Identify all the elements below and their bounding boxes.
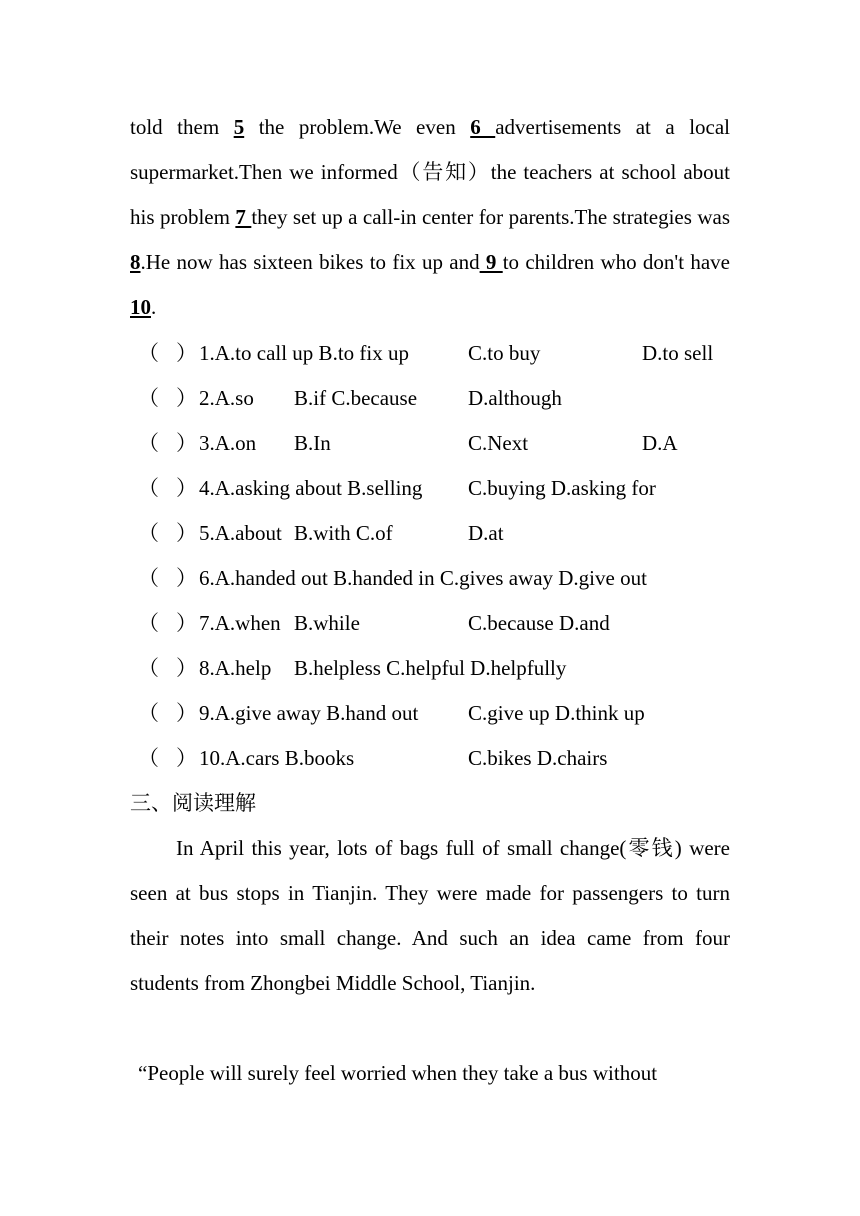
option-col-3: C.Next: [468, 431, 529, 455]
option-col-1: 7.A.when: [199, 611, 281, 635]
option-row: [138, 421, 738, 466]
option-col-1: 8.A.help: [199, 656, 272, 680]
option-col-1: 3.A.on: [199, 431, 257, 455]
section-heading: 三、阅读理解: [130, 791, 256, 815]
option-col-1: 9.A.give away B.hand out: [199, 701, 419, 725]
answer-paren-open: （: [138, 476, 159, 500]
option-col-3: C.to buy: [468, 341, 541, 365]
blank-6: 6: [470, 115, 496, 139]
option-col-2: B.In: [294, 431, 331, 455]
option-row: [138, 376, 738, 421]
option-col-2: B.if C.because: [294, 386, 418, 410]
reading-paragraph: In April this year, lots of bags full of small change(零钱) were seen at bus stops in Tianjin. They were made for passengers to turn their notes into small change. And such an idea came from four students from Zhongbei Middle School, Tianjin.: [130, 836, 730, 995]
option-col-3: D.although: [468, 386, 562, 410]
option-row: [138, 736, 738, 781]
reading-paragraph: “People will surely feel worried when they take a bus without: [138, 1061, 658, 1085]
answer-paren-close: ）: [176, 521, 197, 545]
answer-paren-close: ）: [176, 746, 197, 770]
blank-7: 7: [235, 205, 252, 229]
answer-paren-open: （: [138, 386, 159, 410]
option-row: [138, 331, 738, 376]
passage-text: they set up a call-in center for parents.The strategies was: [251, 205, 730, 229]
option-col-3: C.give up D.think up: [468, 701, 645, 725]
answer-paren-open: （: [138, 656, 159, 680]
answer-paren-open: （: [138, 746, 159, 770]
answer-paren-close: ）: [176, 431, 197, 455]
passage-text: advertisements at a local supermarket.Then we informed（告知）the teachers at school about his problem: [130, 115, 731, 229]
option-row: [138, 646, 738, 691]
answer-paren-open: （: [138, 341, 159, 365]
blank-8: 8: [130, 250, 141, 274]
blank-9: 9: [479, 250, 503, 274]
answer-paren-close: ）: [176, 656, 197, 680]
option-row: [138, 466, 738, 511]
passage-text: the problem.We even: [244, 115, 471, 139]
option-row: [138, 691, 738, 736]
blank-5: 5: [233, 115, 245, 139]
passage-text: .He now has sixteen bikes to fix up and: [140, 250, 480, 274]
answer-paren-close: ）: [176, 701, 197, 725]
answer-paren-close: ）: [176, 386, 197, 410]
answer-paren-open: （: [138, 701, 159, 725]
option-col-2: B.with C.of: [294, 521, 393, 545]
answer-paren-close: ）: [176, 476, 197, 500]
option-col-1: 10.A.cars B.books: [199, 746, 355, 770]
answer-paren-close: ）: [176, 341, 197, 365]
option-col-1: 5.A.about: [199, 521, 282, 545]
answer-paren-open: （: [138, 611, 159, 635]
option-col-3: C.because D.and: [468, 611, 610, 635]
answer-paren-open: （: [138, 521, 159, 545]
option-row: [138, 556, 738, 601]
option-col-3: D.at: [468, 521, 504, 545]
option-col-3: C.buying D.asking for: [468, 476, 656, 500]
option-col-1: 2.A.so: [199, 386, 254, 410]
cloze-passage: [130, 105, 730, 330]
answer-paren-open: （: [138, 566, 159, 590]
option-col-1: 1.A.to call up B.to fix up: [199, 341, 409, 365]
option-col-2: B.while: [294, 611, 360, 635]
passage-text: .: [151, 295, 157, 319]
option-col-1: 4.A.asking about B.selling: [199, 476, 423, 500]
answer-paren-open: （: [138, 431, 159, 455]
option-row: [138, 601, 738, 646]
option-col-2: B.helpless C.helpful D.helpfully: [294, 656, 567, 680]
option-col-3: C.bikes D.chairs: [468, 746, 608, 770]
answer-paren-close: ）: [176, 611, 197, 635]
passage-text: told them: [130, 115, 234, 139]
answer-paren-close: ）: [176, 566, 197, 590]
blank-10: 10: [130, 295, 151, 319]
option-row: [138, 511, 738, 556]
passage-text: to children who don't have: [502, 250, 730, 274]
option-col-4: D.to sell: [642, 341, 714, 365]
option-col-4: D.A: [642, 431, 678, 455]
option-col-1: 6.A.handed out B.handed in C.gives away D.give out: [199, 566, 647, 590]
